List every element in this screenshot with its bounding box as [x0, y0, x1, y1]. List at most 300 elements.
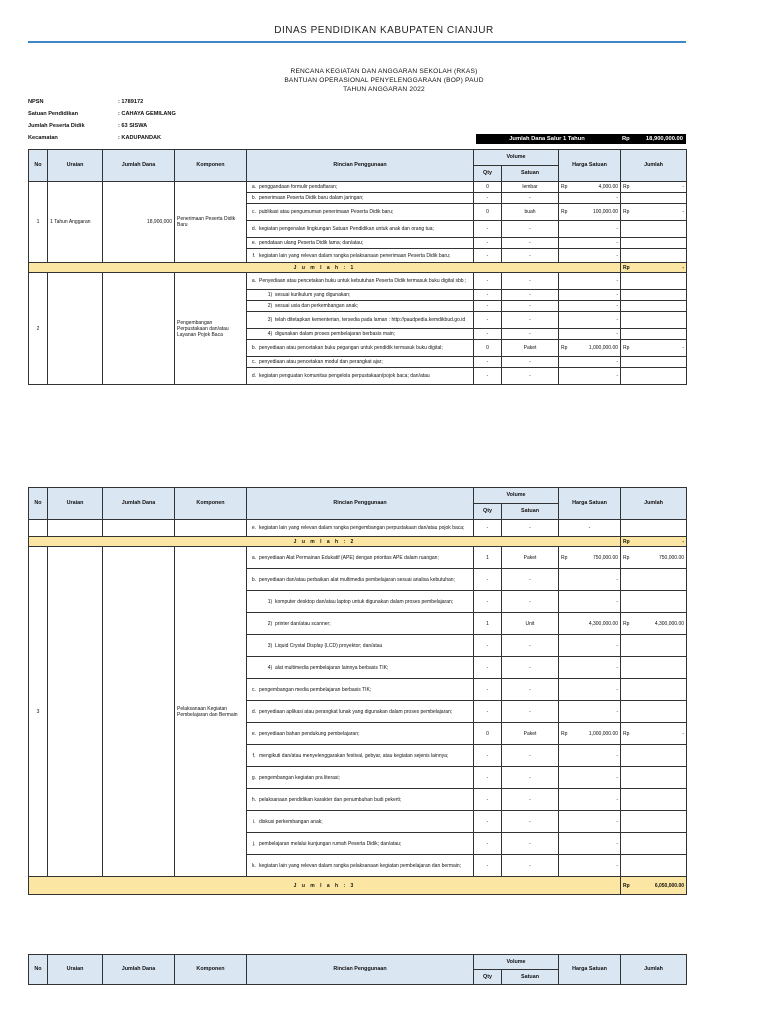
item-letter: c. — [252, 209, 256, 215]
item-text: sesuai usia dan perkembangan anak; — [275, 303, 359, 309]
jumlah-cell-value: - — [682, 184, 685, 190]
item-letter: 3) — [267, 317, 273, 323]
qty-cell: 0 — [474, 723, 502, 745]
jumlah-cell-rp: Rp — [623, 209, 630, 215]
qty-cell: - — [474, 657, 502, 679]
harga-cell — [559, 679, 621, 701]
harga-cell — [559, 657, 621, 679]
satuan-cell: Paket — [502, 723, 559, 745]
jumlah-cell — [621, 547, 687, 569]
item-letter: c. — [252, 359, 256, 365]
harga-cell — [559, 833, 621, 855]
table-row — [29, 520, 687, 537]
komponen-cell: Penerimaan Peserta Didik Baru — [175, 182, 247, 263]
qty-cell: - — [474, 745, 502, 767]
col-uraian: Uraian — [48, 488, 103, 520]
table-header — [29, 488, 687, 520]
harga-cell-value: 1,000,000.00 — [588, 345, 619, 351]
item-text: penyediaan aplikasi atau perangkat lunak yang digunakan dalam proses pembelajaran; — [259, 708, 453, 715]
harga-cell-value: - — [616, 278, 619, 284]
harga-cell-value: 100,000.00 — [592, 209, 619, 215]
qty-cell: - — [474, 273, 502, 290]
qty-cell: 0 — [474, 340, 502, 357]
rincian-cell — [247, 357, 474, 368]
doc-title-2: BANTUAN OPERASIONAL PENYELENGGARAAN (BOP) PAUD — [284, 77, 484, 84]
harga-cell — [559, 745, 621, 767]
jumlah-dana-cell — [103, 547, 175, 877]
jumlah-cell — [621, 657, 687, 679]
item-letter: b. — [251, 576, 257, 583]
jumlah-cell — [621, 635, 687, 657]
jumlah-total — [621, 537, 687, 547]
col-komponen: Komponen — [175, 488, 247, 520]
item-letter: h. — [251, 796, 257, 803]
komponen-cell — [175, 520, 247, 537]
rincian-cell — [247, 723, 474, 745]
harga-cell — [559, 249, 621, 263]
col-rincian: Rincian Penggunaan — [247, 955, 474, 985]
item-letter: 1) — [267, 292, 273, 298]
item-text: printer dan/atau scanner; — [275, 620, 331, 627]
jumlah-cell-rp: Rp — [623, 620, 630, 627]
harga-cell — [559, 182, 621, 193]
harga-cell — [559, 855, 621, 877]
jumlah-total-value: 6,050,000.00 — [654, 882, 685, 889]
jumlah-cell — [621, 723, 687, 745]
item-text: penyediaan Alat Permainan Edukatif (APE) dengan prioritas APE dalam ruangan; — [259, 554, 439, 561]
satuan-cell: - — [502, 312, 559, 329]
jumlah-label: J u m l a h : 2 — [29, 537, 621, 547]
rincian-cell — [247, 789, 474, 811]
item-letter: d. — [251, 373, 257, 379]
jumlah-cell — [621, 789, 687, 811]
rincian-cell — [247, 221, 474, 238]
item-text: pengembangan media pembelajaran berbasis TIK; — [259, 686, 372, 693]
harga-cell — [559, 368, 621, 385]
harga-cell — [559, 238, 621, 249]
col-harga: Harga Satuan — [559, 150, 621, 182]
jumlah-cell — [621, 569, 687, 591]
satuan-cell: lembar — [502, 182, 559, 193]
qty-cell: - — [474, 855, 502, 877]
header-divider — [28, 41, 686, 43]
jumlah-cell — [621, 833, 687, 855]
satuan-cell: - — [502, 238, 559, 249]
harga-cell-rp: Rp — [561, 345, 568, 351]
jumlah-cell-value: - — [682, 209, 685, 215]
satuan-cell: - — [502, 811, 559, 833]
item-text: penerimaan Peserta Didik baru dalam jaringan; — [259, 195, 364, 201]
harga-cell-value: - — [616, 303, 619, 309]
no-cell: 1 — [29, 182, 48, 263]
jumlah-cell — [621, 745, 687, 767]
harga-cell — [559, 767, 621, 789]
satuan-cell: - — [502, 701, 559, 723]
rincian-cell — [247, 301, 474, 312]
item-letter: j. — [252, 840, 256, 847]
satuan-cell: - — [502, 520, 559, 537]
jumlah-cell-rp: Rp — [623, 184, 630, 190]
satuan-cell: - — [502, 745, 559, 767]
col-qty: Qty — [474, 504, 502, 520]
jumlah-cell — [621, 855, 687, 877]
qty-cell: - — [474, 368, 502, 385]
item-text: kegiatan pengenalan lingkungan Satuan Pendidikan untuk anak dan orang tua; — [259, 226, 434, 232]
item-letter: b. — [251, 195, 257, 201]
table-row — [29, 547, 687, 569]
qty-cell: - — [474, 221, 502, 238]
jumlah-cell-rp: Rp — [623, 554, 630, 561]
harga-cell-value: - — [616, 774, 619, 781]
rincian-cell — [247, 635, 474, 657]
jumlah-cell — [621, 204, 687, 221]
jumlah-cell — [621, 679, 687, 701]
item-text: penggandaan formulir pendaftaran; — [259, 184, 338, 190]
jumlah-cell — [621, 520, 687, 537]
item-text: kegiatan lain yang relevan dalam rangka pengembangan perpustakaan dan/atau pojok baca; — [259, 525, 465, 531]
rincian-cell — [247, 290, 474, 301]
col-uraian: Uraian — [48, 955, 103, 985]
harga-cell-value: - — [616, 598, 619, 605]
table-header — [29, 150, 687, 182]
harga-cell — [559, 701, 621, 723]
harga-cell — [559, 635, 621, 657]
harga-cell-value: - — [616, 292, 619, 298]
item-letter: f. — [252, 752, 256, 759]
qty-cell: - — [474, 679, 502, 701]
meta-jumlah-peserta: Jumlah Peserta Didik : 63 SISWA — [28, 123, 148, 129]
komponen-cell: Pengembangan Perpustakaan dan/atau Layanan Pojok Baca — [175, 273, 247, 385]
satuan-cell: - — [502, 221, 559, 238]
col-qty: Qty — [474, 970, 502, 985]
rincian-cell — [247, 368, 474, 385]
harga-cell-value: - — [616, 240, 619, 246]
rincian-cell — [247, 701, 474, 723]
jumlah-cell — [621, 591, 687, 613]
rincian-cell — [247, 591, 474, 613]
satuan-cell: - — [502, 273, 559, 290]
jumlah-cell-value: - — [682, 730, 685, 737]
jumlah-cell — [621, 273, 687, 290]
jumlah-cell-value: 750,000.00 — [658, 554, 685, 561]
dana-salur-box — [476, 134, 686, 144]
jumlah-cell — [621, 301, 687, 312]
jumlah-cell-value: - — [682, 345, 685, 351]
harga-cell — [559, 340, 621, 357]
item-letter: i. — [252, 818, 256, 825]
item-letter: d. — [251, 708, 257, 715]
qty-cell: 1 — [474, 613, 502, 635]
col-rincian: Rincian Penggunaan — [247, 488, 474, 520]
harga-cell-value: - — [616, 686, 619, 693]
satuan-cell: - — [502, 193, 559, 204]
col-rincian: Rincian Penggunaan — [247, 150, 474, 182]
item-text: penyediaan atau pencetakan buku pegangan untuk pendidik termasuk buku digital; — [259, 345, 443, 351]
harga-cell-rp: Rp — [561, 209, 568, 215]
harga-cell-value: - — [616, 796, 619, 803]
harga-cell-value: - — [616, 642, 619, 649]
harga-cell — [559, 329, 621, 340]
jumlah-cell — [621, 193, 687, 204]
item-letter: 4) — [267, 664, 273, 671]
item-letter: a. — [251, 554, 257, 561]
col-satuan: Satuan — [502, 970, 559, 985]
item-text: alat multimedia pembelajaran lainnya berbasis TIK; — [275, 664, 389, 671]
harga-cell-value: - — [616, 226, 619, 232]
rincian-cell — [247, 547, 474, 569]
rkas-table-1 — [28, 149, 687, 385]
qty-cell: - — [474, 591, 502, 613]
harga-cell-value: - — [616, 195, 619, 201]
jumlah-cell — [621, 368, 687, 385]
jumlah-dana-cell — [103, 520, 175, 537]
harga-cell — [559, 273, 621, 290]
col-no: No — [29, 150, 48, 182]
qty-cell: - — [474, 312, 502, 329]
qty-cell: - — [474, 301, 502, 312]
jumlah-total-value: - — [682, 264, 685, 271]
item-text: penyediaan atau pencetakan modul dan perangkat ajar; — [259, 359, 383, 365]
harga-cell-value: - — [616, 840, 619, 847]
item-text: pendataan ulang Peserta Didik lama; dan/atau; — [259, 240, 364, 246]
jumlah-cell — [621, 701, 687, 723]
no-cell: 3 — [29, 547, 48, 877]
satuan-cell: - — [502, 301, 559, 312]
jumlah-row — [29, 537, 687, 547]
harga-cell — [559, 357, 621, 368]
harga-cell — [559, 789, 621, 811]
jumlah-cell — [621, 182, 687, 193]
satuan-cell: Unit — [502, 613, 559, 635]
col-jumlah: Jumlah — [621, 150, 687, 182]
jumlah-cell — [621, 238, 687, 249]
harga-cell-value: - — [616, 862, 619, 869]
agency-header: DINAS PENDIDIKAN KABUPATEN CIANJUR — [274, 25, 494, 36]
satuan-cell: - — [502, 767, 559, 789]
satuan-cell: - — [502, 657, 559, 679]
dana-label: Jumlah Dana Salur 1 Tahun — [509, 136, 585, 142]
komponen-cell: Pelaksanaan Kegiatan Pembelajaran dan Bermain — [175, 547, 247, 877]
col-satuan: Satuan — [502, 504, 559, 520]
no-cell — [29, 520, 48, 537]
item-text: publikasi atau pengumuman penerimaan Peserta Didik baru; — [259, 209, 394, 215]
satuan-cell: - — [502, 679, 559, 701]
item-letter: a. — [251, 184, 257, 190]
rincian-cell — [247, 312, 474, 329]
meta-satuan: Satuan Pendidikan : CAHAYA GEMILANG — [28, 111, 176, 117]
item-letter: c. — [252, 686, 256, 693]
qty-cell: 0 — [474, 182, 502, 193]
table-row — [29, 273, 687, 290]
satuan-cell: - — [502, 855, 559, 877]
item-letter: 2) — [267, 620, 273, 627]
jumlah-cell-rp: Rp — [623, 345, 630, 351]
item-text: sesuai kurikulum yang digunakan; — [275, 292, 351, 298]
harga-cell — [559, 290, 621, 301]
rincian-cell — [247, 193, 474, 204]
harga-cell-value: - — [616, 252, 619, 259]
col-no: No — [29, 488, 48, 520]
col-satuan: Satuan — [502, 166, 559, 182]
harga-cell — [559, 613, 621, 635]
col-komponen: Komponen — [175, 150, 247, 182]
col-volume: Volume — [474, 150, 559, 166]
item-letter: 4) — [267, 331, 273, 337]
item-text: telah ditetapkan kementerian, tersedia pada laman : http://paudpedia.kemdikbud.go.id — [275, 317, 466, 323]
satuan-cell: - — [502, 368, 559, 385]
satuan-cell: - — [502, 290, 559, 301]
jumlah-dana-cell: 18,900,000 — [103, 182, 175, 263]
harga-cell-value: - — [616, 359, 619, 365]
jumlah-total — [621, 263, 687, 273]
col-komponen: Komponen — [175, 955, 247, 985]
qty-cell: - — [474, 290, 502, 301]
rincian-cell — [247, 613, 474, 635]
harga-cell — [559, 301, 621, 312]
jumlah-cell — [621, 312, 687, 329]
jumlah-cell-value: 4,300,000.00 — [654, 620, 685, 627]
harga-cell-value: - — [616, 373, 619, 379]
uraian-cell — [48, 547, 103, 877]
jumlah-label: J u m l a h : 3 — [29, 877, 621, 895]
col-harga: Harga Satuan — [559, 955, 621, 985]
satuan-cell: - — [502, 329, 559, 340]
item-text: pembelajaran melalui kunjungan rumah Peserta Didik; dan/atau; — [259, 840, 402, 847]
rincian-cell — [247, 657, 474, 679]
satuan-cell: Paket — [502, 547, 559, 569]
rincian-cell — [247, 833, 474, 855]
uraian-cell — [48, 520, 103, 537]
qty-cell: - — [474, 767, 502, 789]
item-letter: 3) — [267, 642, 273, 649]
item-letter: 1) — [267, 598, 273, 605]
col-jumlah-dana: Jumlah Dana — [103, 955, 175, 985]
item-letter: e. — [251, 525, 257, 531]
rincian-cell — [247, 811, 474, 833]
col-jumlah: Jumlah — [621, 955, 687, 985]
item-letter: e. — [251, 730, 257, 737]
jumlah-cell — [621, 340, 687, 357]
rincian-cell — [247, 569, 474, 591]
harga-cell — [559, 723, 621, 745]
item-letter: g. — [251, 774, 257, 781]
col-qty: Qty — [474, 166, 502, 182]
harga-cell-value: 750,000.00 — [592, 554, 619, 561]
harga-cell — [559, 221, 621, 238]
jumlah-cell — [621, 290, 687, 301]
qty-cell: - — [474, 635, 502, 657]
qty-cell: - — [474, 833, 502, 855]
item-letter: d. — [251, 226, 257, 232]
rkas-table-3 — [28, 954, 687, 985]
rincian-cell — [247, 745, 474, 767]
satuan-cell: Paket — [502, 340, 559, 357]
qty-cell: - — [474, 569, 502, 591]
rincian-cell — [247, 238, 474, 249]
harga-cell-value: - — [616, 317, 619, 323]
meta-kecamatan: Kecamatan : KADUPANDAK — [28, 135, 162, 141]
jumlah-cell — [621, 767, 687, 789]
item-text: penyediaan dan/atau perbaikan alat multimedia pembelajaran sesuai analisa kebutuhan; — [259, 576, 455, 583]
uraian-cell: 1 Tahun Anggaran — [48, 182, 103, 263]
item-letter: b. — [251, 345, 257, 351]
col-volume: Volume — [474, 955, 559, 970]
harga-cell — [559, 193, 621, 204]
harga-cell-value: - — [616, 576, 619, 583]
doc-title-1: RENCANA KEGIATAN DAN ANGGARAN SEKOLAH (RKAS) — [290, 68, 478, 75]
harga-cell-value: - — [616, 708, 619, 715]
harga-cell-value: 4,000.00 — [598, 184, 619, 190]
harga-cell — [559, 591, 621, 613]
harga-cell-value: - — [616, 331, 619, 337]
item-text: komputer desktop dan/atau laptop untuk digunakan dalam proses pembelajaran; — [275, 598, 454, 605]
item-letter: f. — [252, 252, 256, 259]
rincian-cell — [247, 273, 474, 290]
jumlah-dana-cell — [103, 273, 175, 385]
jumlah-total-rp: Rp — [623, 882, 630, 889]
satuan-cell: - — [502, 357, 559, 368]
satuan-cell: - — [502, 591, 559, 613]
rincian-cell — [247, 520, 474, 537]
rincian-cell — [247, 329, 474, 340]
qty-cell: - — [474, 329, 502, 340]
no-cell: 2 — [29, 273, 48, 385]
item-text: mengikuti dan/atau menyelenggarakan festival, gebyar, atau kegiatan sejenis lainnya; — [259, 752, 449, 759]
item-text: pelaksanaan pendidikan karakter dan penumbuhan budi pekerti; — [259, 796, 402, 803]
satuan-cell: - — [502, 789, 559, 811]
item-text: kegiatan lain yang relevan dalam rangka pelaksanaan penerimaan Peserta Didik baru; — [259, 252, 451, 259]
harga-cell — [559, 569, 621, 591]
item-text: digunakan dalam proses pembelajaran berbasis main; — [275, 331, 396, 337]
harga-cell-rp: Rp — [561, 730, 568, 737]
harga-cell: - — [559, 520, 621, 537]
item-letter: k. — [252, 862, 256, 869]
uraian-cell — [48, 273, 103, 385]
jumlah-cell-rp: Rp — [623, 730, 630, 737]
harga-cell-value: 1,000,000.00 — [588, 730, 619, 737]
harga-cell — [559, 204, 621, 221]
item-text: diskusi perkembangan anak; — [259, 818, 323, 825]
doc-title-3: TAHUN ANGGARAN 2022 — [343, 86, 425, 93]
qty-cell: - — [474, 238, 502, 249]
rincian-cell — [247, 182, 474, 193]
satuan-cell: - — [502, 569, 559, 591]
satuan-cell: buah — [502, 204, 559, 221]
jumlah-cell — [621, 329, 687, 340]
item-letter: a. — [251, 278, 257, 284]
jumlah-cell — [621, 249, 687, 263]
table-row — [29, 182, 687, 193]
item-text: pengembangan kegiatan pra literasi; — [259, 774, 340, 781]
rincian-cell — [247, 249, 474, 263]
jumlah-total — [621, 877, 687, 895]
col-volume: Volume — [474, 488, 559, 504]
item-letter: e. — [251, 240, 257, 246]
rincian-cell — [247, 340, 474, 357]
harga-cell — [559, 811, 621, 833]
jumlah-total-value: - — [682, 538, 685, 545]
qty-cell: - — [474, 357, 502, 368]
jumlah-row — [29, 263, 687, 273]
col-jumlah-dana: Jumlah Dana — [103, 150, 175, 182]
rkas-table-2 — [28, 487, 687, 895]
rincian-cell — [247, 855, 474, 877]
qty-cell: - — [474, 811, 502, 833]
harga-cell-value: - — [616, 752, 619, 759]
harga-cell — [559, 547, 621, 569]
qty-cell: - — [474, 520, 502, 537]
jumlah-label: J u m l a h : 1 — [29, 263, 621, 273]
